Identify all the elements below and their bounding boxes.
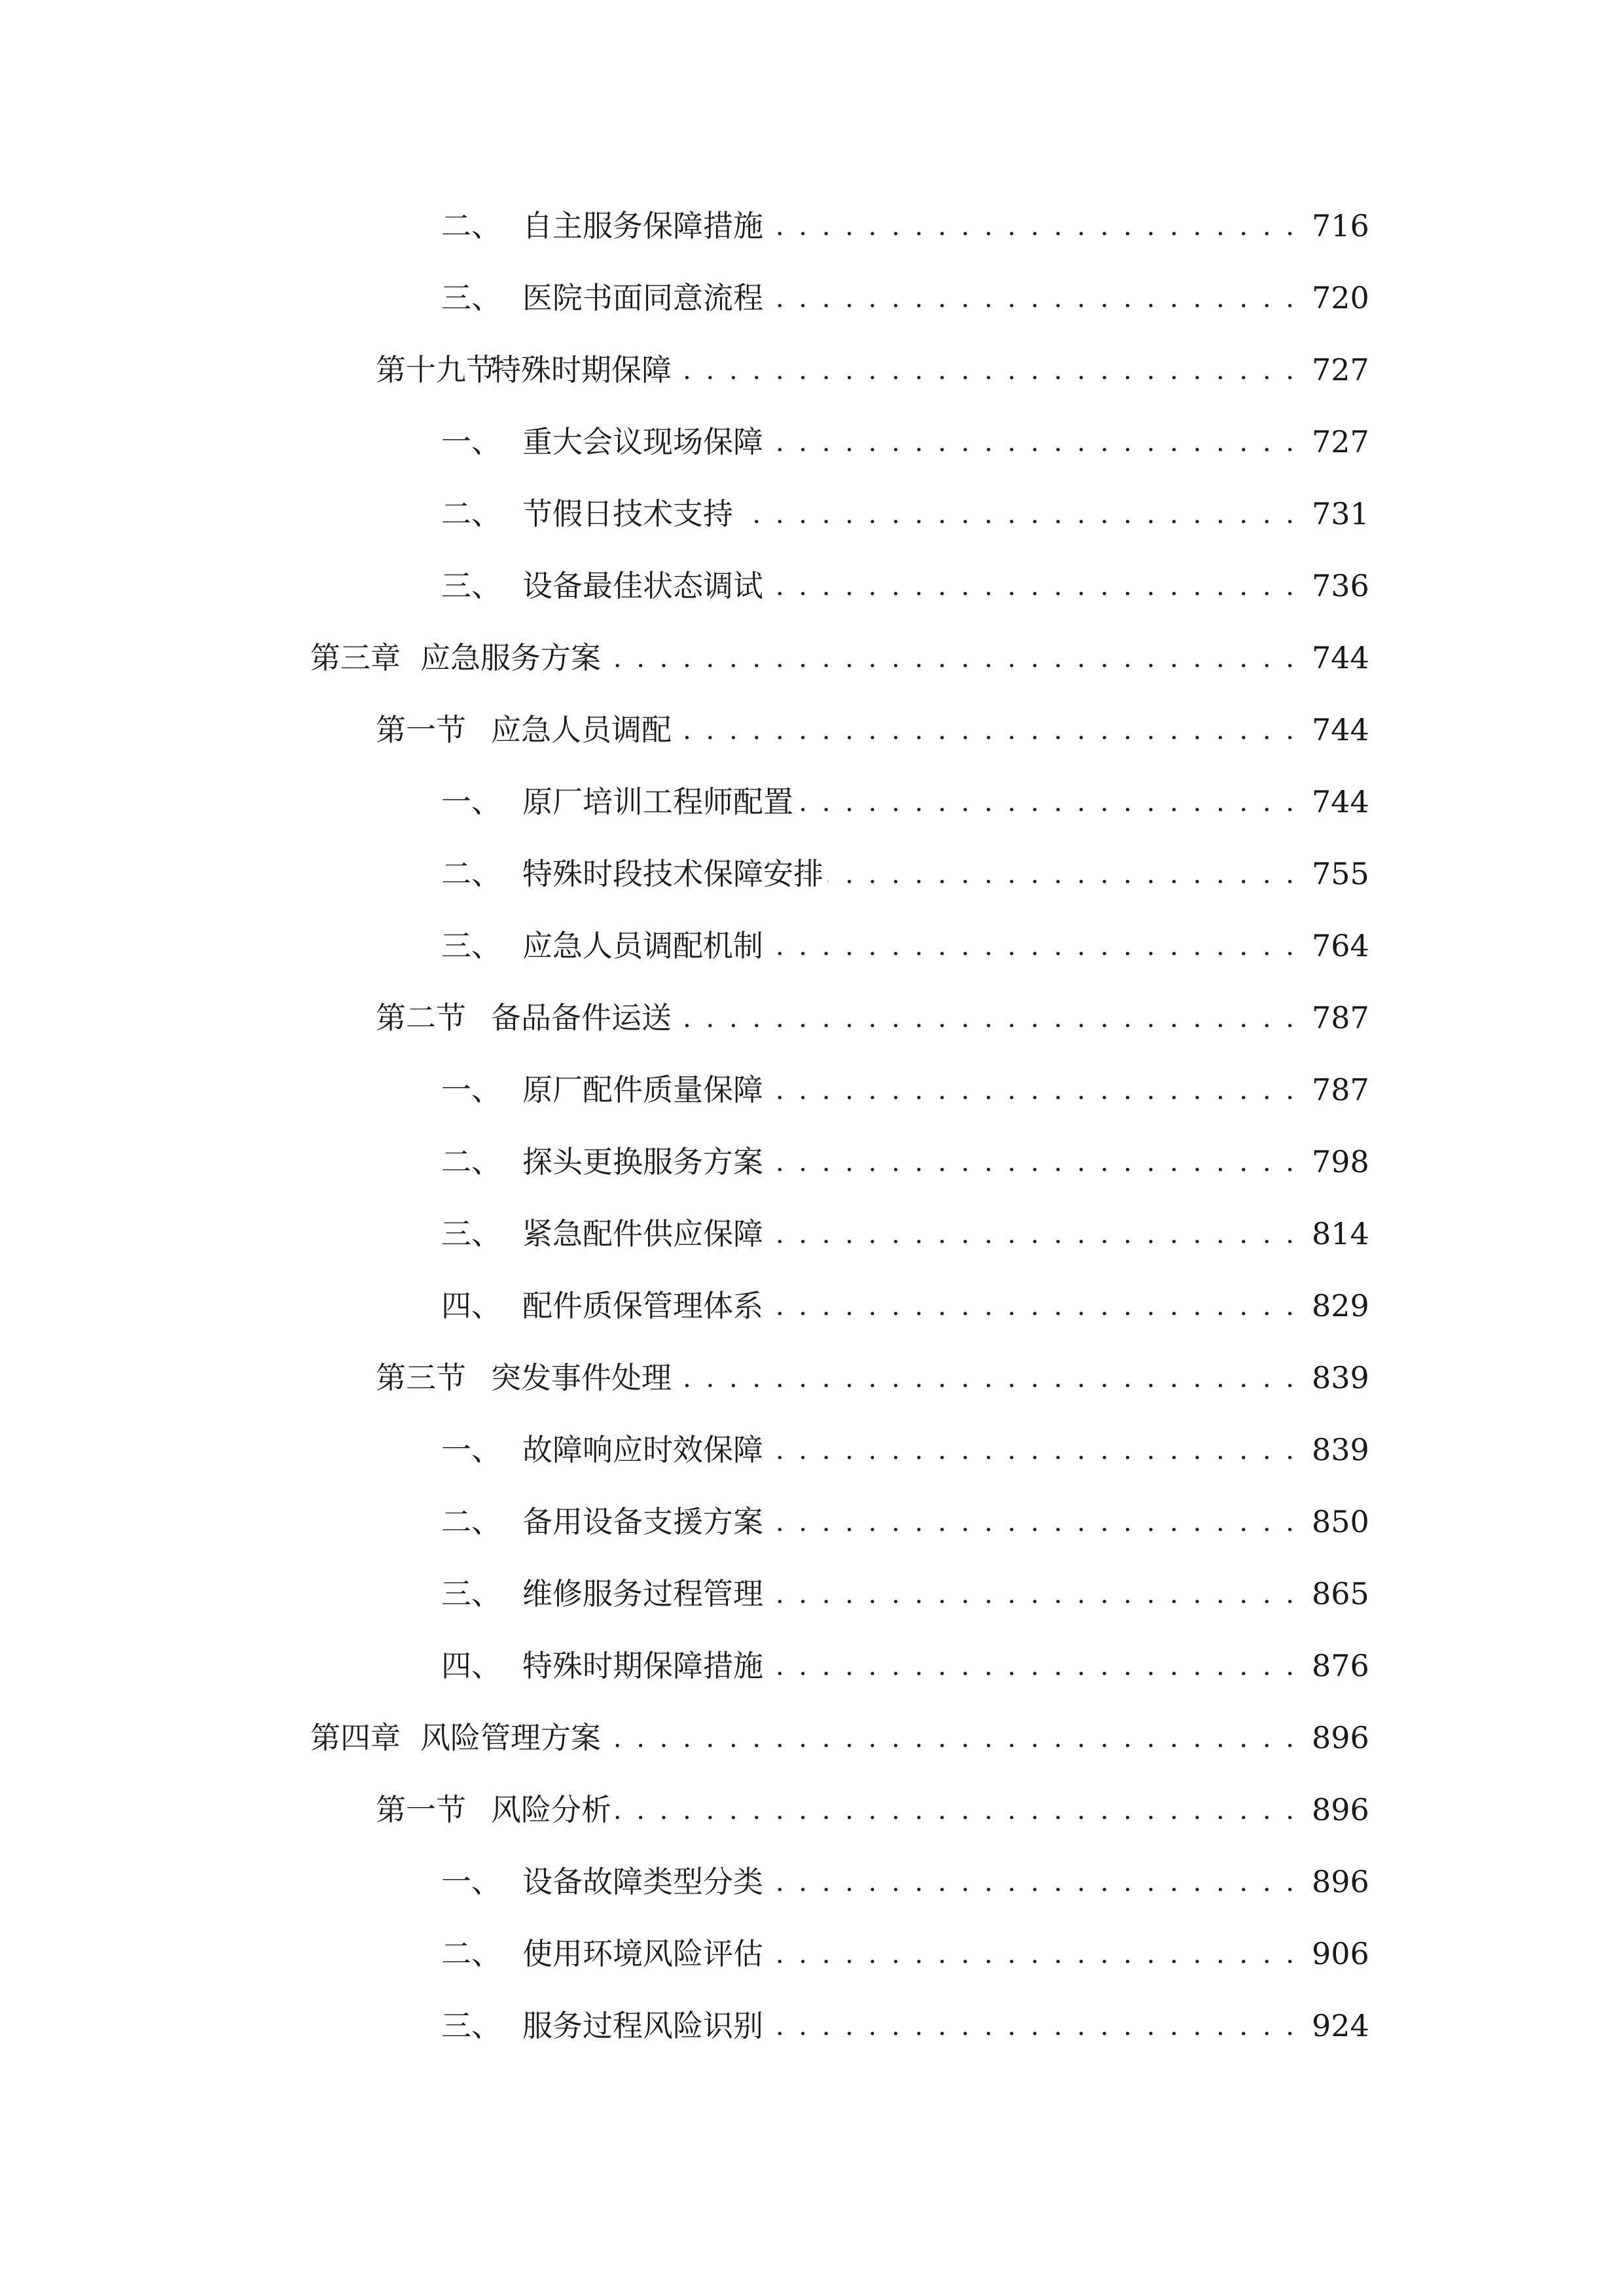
toc-entry-page: 798 bbox=[1312, 1144, 1369, 1179]
toc-entry-page: 839 bbox=[1312, 1432, 1369, 1467]
toc-entry-title: 医院书面同意流程 bbox=[522, 280, 763, 315]
toc-entry[interactable] bbox=[0, 478, 1624, 550]
toc-entry-number: 第一节 bbox=[376, 712, 466, 747]
toc-entry-title: 使用环境风险评估 bbox=[522, 1936, 763, 1971]
toc-entry-title: 服务过程风险识别 bbox=[522, 2008, 763, 2043]
toc-entry-number: 第一节 bbox=[376, 1792, 466, 1827]
toc-entry-title: 原厂配件质量保障 bbox=[522, 1072, 763, 1107]
toc-dot-leader bbox=[767, 1147, 1297, 1177]
toc-entry-title: 设备故障类型分类 bbox=[522, 1864, 763, 1899]
toc-entry-page: 876 bbox=[1312, 1648, 1369, 1683]
toc-entry-number: 一、 bbox=[441, 424, 501, 459]
toc-entry-title: 特殊时期保障措施 bbox=[522, 1648, 763, 1683]
toc-entry[interactable] bbox=[0, 838, 1624, 910]
toc-entry-page: 814 bbox=[1312, 1216, 1369, 1251]
table-of-contents bbox=[0, 190, 1624, 2062]
toc-entry-page: 744 bbox=[1312, 640, 1369, 675]
toc-entry-page: 850 bbox=[1312, 1504, 1369, 1539]
toc-entry-title: 特殊时期保障 bbox=[491, 352, 672, 387]
toc-entry-title: 应急人员调配 bbox=[491, 712, 672, 747]
toc-entry-page: 716 bbox=[1312, 208, 1369, 243]
toc-entry-page: 755 bbox=[1312, 856, 1369, 891]
toc-entry-number: 三、 bbox=[441, 928, 501, 963]
toc-entry-page: 829 bbox=[1312, 1288, 1369, 1323]
toc-entry-number: 二、 bbox=[441, 856, 501, 891]
toc-entry-page: 924 bbox=[1312, 2008, 1369, 2043]
toc-entry[interactable] bbox=[0, 406, 1624, 478]
toc-entry-number: 二、 bbox=[441, 208, 501, 243]
toc-entry-page: 787 bbox=[1312, 1072, 1369, 1107]
toc-entry-number: 三、 bbox=[441, 2008, 501, 2043]
toc-entry-title: 备用设备支援方案 bbox=[522, 1504, 763, 1539]
toc-entry-page: 736 bbox=[1312, 568, 1369, 603]
toc-entry-page: 787 bbox=[1312, 1000, 1369, 1035]
toc-entry-page: 906 bbox=[1312, 1936, 1369, 1971]
toc-entry-number: 一、 bbox=[441, 1072, 501, 1107]
toc-dot-leader bbox=[676, 1363, 1297, 1393]
toc-entry[interactable] bbox=[0, 550, 1624, 622]
toc-entry[interactable] bbox=[0, 1054, 1624, 1126]
toc-dot-leader bbox=[605, 1723, 1297, 1753]
toc-entry-page: 764 bbox=[1312, 928, 1369, 963]
toc-entry-number: 三、 bbox=[441, 568, 501, 603]
toc-entry-title: 重大会议现场保障 bbox=[522, 424, 763, 459]
toc-dot-leader bbox=[767, 1867, 1297, 1897]
toc-entry-number: 第三章 bbox=[310, 640, 401, 675]
toc-entry[interactable] bbox=[0, 1198, 1624, 1270]
toc-entry-number: 二、 bbox=[441, 1504, 501, 1539]
toc-entry[interactable] bbox=[0, 766, 1624, 838]
toc-entry-title: 紧急配件供应保障 bbox=[522, 1216, 763, 1251]
toc-dot-leader bbox=[767, 427, 1297, 457]
toc-entry[interactable] bbox=[0, 1126, 1624, 1198]
toc-dot-leader bbox=[767, 1939, 1297, 1969]
toc-entry[interactable] bbox=[0, 1846, 1624, 1918]
toc-entry-page: 896 bbox=[1312, 1864, 1369, 1899]
toc-entry[interactable] bbox=[0, 910, 1624, 982]
toc-entry-number: 三、 bbox=[441, 280, 501, 315]
toc-entry[interactable] bbox=[0, 1270, 1624, 1342]
toc-entry-title: 突发事件处理 bbox=[491, 1360, 672, 1395]
toc-dot-leader bbox=[767, 1075, 1297, 1105]
toc-entry[interactable] bbox=[0, 622, 1624, 694]
toc-entry-title: 备品备件运送 bbox=[491, 1000, 672, 1035]
toc-entry[interactable] bbox=[0, 334, 1624, 406]
toc-entry-number: 二、 bbox=[441, 1144, 501, 1179]
toc-entry-number: 第十九节 bbox=[376, 352, 496, 387]
toc-entry[interactable] bbox=[0, 1486, 1624, 1558]
toc-dot-leader bbox=[767, 1435, 1297, 1465]
toc-entry-title: 维修服务过程管理 bbox=[522, 1576, 763, 1611]
toc-dot-leader bbox=[615, 1795, 1297, 1825]
toc-entry-number: 第三节 bbox=[376, 1360, 466, 1395]
toc-entry-number: 第四章 bbox=[310, 1720, 401, 1755]
toc-entry-number: 第二节 bbox=[376, 1000, 466, 1035]
toc-entry-title: 故障响应时效保障 bbox=[522, 1432, 763, 1467]
toc-entry-page: 744 bbox=[1312, 784, 1369, 819]
toc-entry-number: 四、 bbox=[441, 1288, 501, 1323]
toc-entry-number: 二、 bbox=[441, 1936, 501, 1971]
toc-entry-title: 风险管理方案 bbox=[420, 1720, 601, 1755]
toc-entry-number: 三、 bbox=[441, 1576, 501, 1611]
toc-dot-leader bbox=[767, 211, 1297, 241]
toc-entry-title: 应急服务方案 bbox=[420, 640, 601, 675]
toc-entry[interactable] bbox=[0, 262, 1624, 334]
toc-entry[interactable] bbox=[0, 694, 1624, 766]
toc-entry-page: 896 bbox=[1312, 1792, 1369, 1827]
toc-entry-number: 三、 bbox=[441, 1216, 501, 1251]
toc-dot-leader bbox=[767, 1291, 1297, 1321]
toc-dot-leader bbox=[767, 1507, 1297, 1537]
toc-dot-leader bbox=[737, 499, 1297, 529]
toc-dot-leader bbox=[605, 643, 1297, 673]
toc-entry-page: 896 bbox=[1312, 1720, 1369, 1755]
toc-entry[interactable] bbox=[0, 1918, 1624, 1990]
toc-dot-leader bbox=[797, 787, 1297, 817]
toc-entry-number: 一、 bbox=[441, 1864, 501, 1899]
toc-entry-title: 设备最佳状态调试 bbox=[522, 568, 763, 603]
toc-entry[interactable] bbox=[0, 1558, 1624, 1630]
toc-entry-title: 节假日技术支持 bbox=[522, 496, 733, 531]
toc-entry-page: 731 bbox=[1312, 496, 1369, 531]
toc-dot-leader bbox=[767, 283, 1297, 313]
toc-entry-number: 一、 bbox=[441, 784, 501, 819]
toc-entry-title: 风险分析 bbox=[491, 1792, 611, 1827]
toc-entry-number: 四、 bbox=[441, 1648, 501, 1683]
toc-dot-leader bbox=[767, 571, 1297, 601]
toc-dot-leader bbox=[767, 1579, 1297, 1609]
toc-entry[interactable] bbox=[0, 190, 1624, 262]
toc-entry[interactable] bbox=[0, 1702, 1624, 1774]
toc-entry-number: 一、 bbox=[441, 1432, 501, 1467]
toc-entry-page: 727 bbox=[1312, 352, 1369, 387]
toc-entry-title: 特殊时段技术保障安排 bbox=[522, 856, 823, 891]
toc-entry[interactable] bbox=[0, 982, 1624, 1054]
toc-entry[interactable] bbox=[0, 1414, 1624, 1486]
toc-dot-leader bbox=[767, 931, 1297, 961]
toc-dot-leader bbox=[676, 355, 1297, 385]
toc-entry-page: 744 bbox=[1312, 712, 1369, 747]
toc-dot-leader bbox=[676, 715, 1297, 745]
toc-entry-page: 727 bbox=[1312, 424, 1369, 459]
toc-entry[interactable] bbox=[0, 1342, 1624, 1414]
toc-dot-leader bbox=[767, 1651, 1297, 1681]
toc-entry-page: 865 bbox=[1312, 1576, 1369, 1611]
toc-entry-title: 原厂培训工程师配置 bbox=[522, 784, 793, 819]
toc-entry-number: 二、 bbox=[441, 496, 501, 531]
toc-dot-leader bbox=[827, 859, 1297, 889]
toc-entry[interactable] bbox=[0, 1774, 1624, 1846]
toc-entry[interactable] bbox=[0, 1630, 1624, 1702]
toc-entry-page: 839 bbox=[1312, 1360, 1369, 1395]
toc-dot-leader bbox=[767, 2011, 1297, 2041]
toc-entry-title: 应急人员调配机制 bbox=[522, 928, 763, 963]
toc-dot-leader bbox=[676, 1003, 1297, 1033]
toc-entry-title: 配件质保管理体系 bbox=[522, 1288, 763, 1323]
toc-entry[interactable] bbox=[0, 1990, 1624, 2062]
toc-entry-page: 720 bbox=[1312, 280, 1369, 315]
toc-entry-title: 自主服务保障措施 bbox=[522, 208, 763, 243]
toc-entry-title: 探头更换服务方案 bbox=[522, 1144, 763, 1179]
toc-dot-leader bbox=[767, 1219, 1297, 1249]
